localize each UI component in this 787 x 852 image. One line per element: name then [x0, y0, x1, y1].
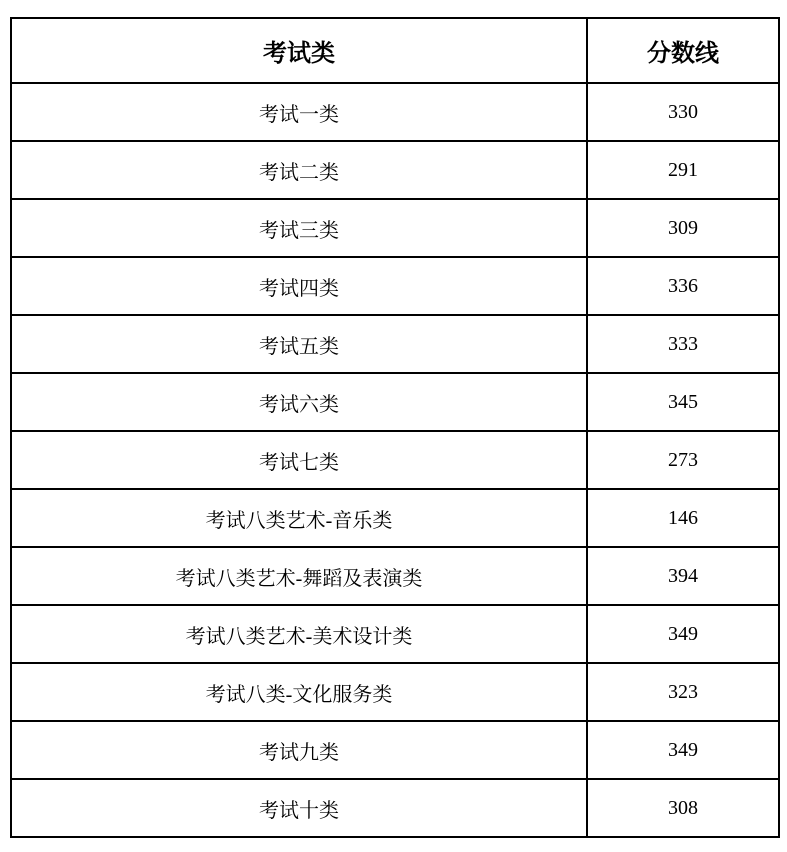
category-cell: 考试七类	[11, 431, 587, 489]
score-cell: 308	[587, 779, 779, 837]
category-cell: 考试一类	[11, 83, 587, 141]
table-row	[11, 257, 779, 315]
category-cell: 考试十类	[11, 779, 587, 837]
score-table	[10, 17, 780, 838]
score-cell: 333	[587, 315, 779, 373]
header-category: 考试类	[11, 18, 587, 83]
category-cell: 考试八类艺术-美术设计类	[11, 605, 587, 663]
table-row	[11, 431, 779, 489]
category-cell: 考试八类艺术-音乐类	[11, 489, 587, 547]
category-cell: 考试三类	[11, 199, 587, 257]
table-row	[11, 489, 779, 547]
category-cell: 考试八类艺术-舞蹈及表演类	[11, 547, 587, 605]
category-cell: 考试五类	[11, 315, 587, 373]
table-row	[11, 663, 779, 721]
score-cell: 349	[587, 605, 779, 663]
table-row	[11, 779, 779, 837]
table-row	[11, 721, 779, 779]
category-cell: 考试九类	[11, 721, 587, 779]
table-row	[11, 605, 779, 663]
table-row	[11, 141, 779, 199]
category-cell: 考试二类	[11, 141, 587, 199]
category-cell: 考试四类	[11, 257, 587, 315]
header-score: 分数线	[587, 18, 779, 83]
table-row	[11, 83, 779, 141]
score-cell: 273	[587, 431, 779, 489]
score-cell: 146	[587, 489, 779, 547]
score-cell: 345	[587, 373, 779, 431]
score-cell: 394	[587, 547, 779, 605]
table-row	[11, 547, 779, 605]
category-cell: 考试六类	[11, 373, 587, 431]
score-cell: 330	[587, 83, 779, 141]
score-cell: 336	[587, 257, 779, 315]
table-row	[11, 199, 779, 257]
score-cell: 291	[587, 141, 779, 199]
table-row	[11, 373, 779, 431]
category-cell: 考试八类-文化服务类	[11, 663, 587, 721]
table-header-row	[11, 18, 779, 83]
table-row	[11, 315, 779, 373]
score-cell: 309	[587, 199, 779, 257]
score-cell: 349	[587, 721, 779, 779]
score-cell: 323	[587, 663, 779, 721]
